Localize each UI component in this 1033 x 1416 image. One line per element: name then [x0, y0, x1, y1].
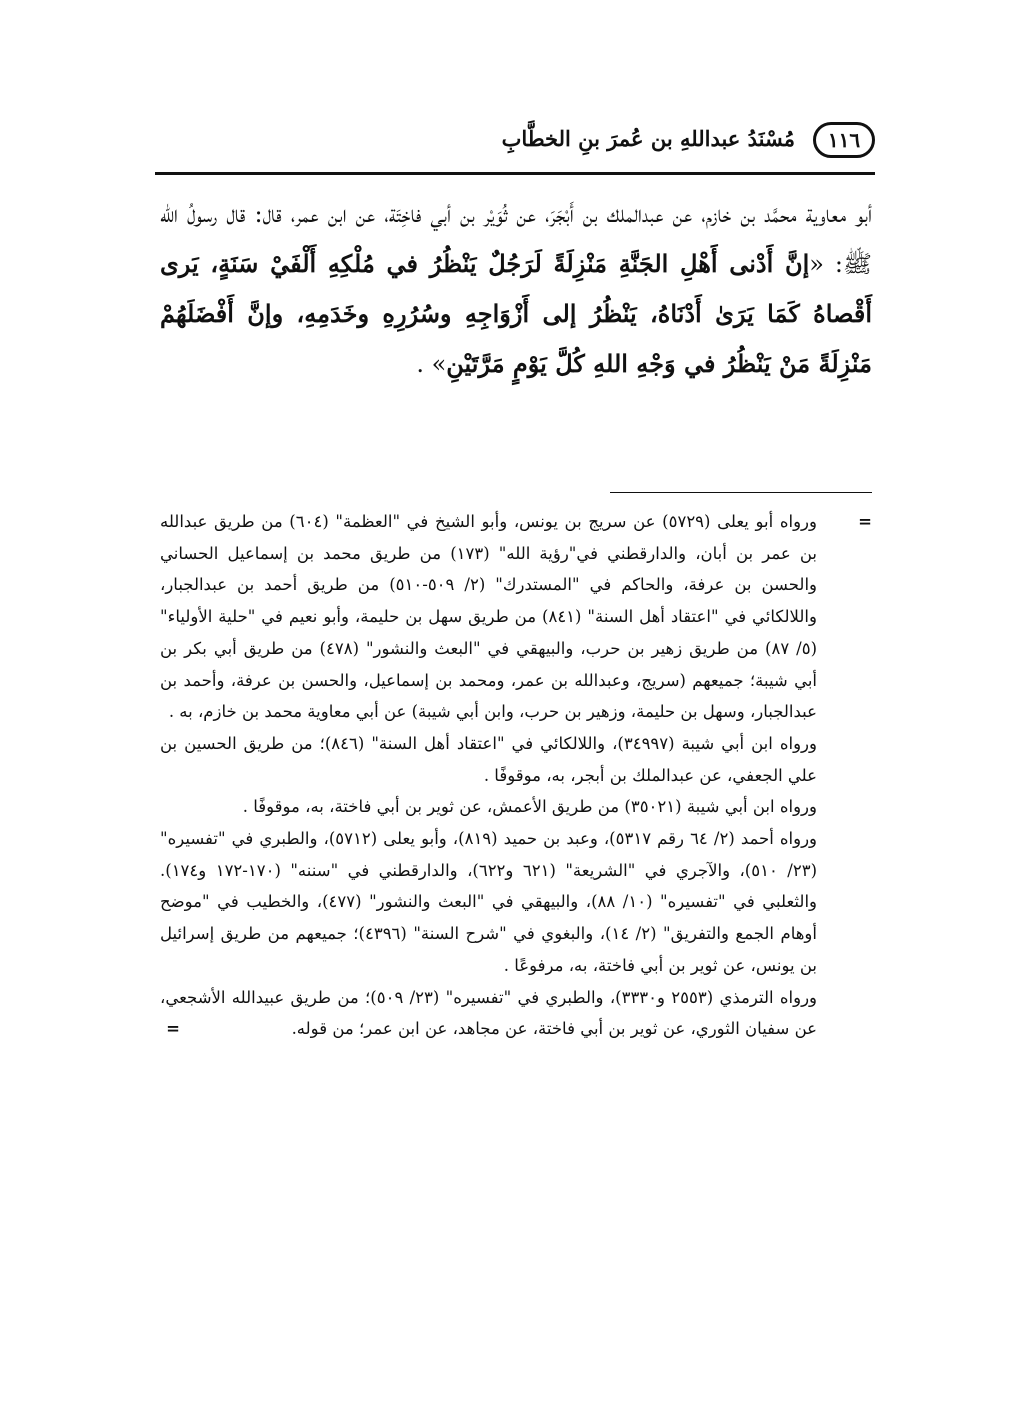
footnote-paragraph [160, 982, 872, 1045]
header-rule [155, 172, 875, 175]
footnote-text: ورواه ابن أبي شيبة (٣٥٠٢١) من طريق الأعمش، عن ثوير بن أبي فاختة، به، موقوفًا . [242, 797, 817, 817]
footnote-text: ورواه الترمذي (٢٥٥٣ و٣٣٣٠)، والطبري في "تفسيره" (٢٣/ ٥٠٩)؛ من طريق عبيدالله الأشجعي، عن سفيان الثوري، عن ثوير بن أبي فاختة، عن مجاهد، عن ابن عمر؛ من قوله. [160, 987, 818, 1039]
continues-mark: = [166, 1019, 180, 1039]
running-title: مُسْنَدُ عبداللهِ بن عُمرَ بنِ الخطَّابِ [501, 126, 795, 151]
footnote-text: ورواه ابن أبي شيبة (٣٤٩٩٧)، واللالكائي في "اعتقاد أهل السنة" (٨٤٦)؛ من طريق الحسين بن علي الجعفي، عن عبدالملك بن أبجر، به، موقوفًا . [160, 733, 817, 785]
continuation-mark: = [858, 512, 872, 531]
footnote-rule [610, 492, 872, 493]
page-header [155, 120, 875, 164]
hadith-text: إنَّ أَدْنى أَهْلِ الجَنَّةِ مَنْزِلَةً لَرَجُلٌ يَنْظُرُ في مُلْكِهِ أَلْفَيْ سَنَةٍ، يَرى أَقْصاهُ كَمَا يَرَىٰ أَدْنَاهُ، يَنْظُرُ إلى أَزْوَاجِهِ وسُرُرِهِ وخَدَمِهِ، وإنَّ أَفْضَلَهُمْ مَنْزِلَةً مَنْ يَنْظُرُ في وَجْهِ اللهِ كُلَّ يَوْمٍ مَرَّتَيْنِ [160, 249, 872, 378]
main-text [160, 190, 872, 389]
footnote-paragraph [160, 823, 872, 982]
footnote-text: ورواه أحمد (٢/ ٦٤ رقم ٥٣١٧)، وعبد بن حميد (٨١٩)، وأبو يعلى (٥٧١٢)، والطبري في "تفسيره" (٢٣/ ٥١٠)، والآجري في "الشريعة" (٦٢١ و٦٢٢)، والدارقطني في "سننه" (١٧٠-١٧٢ و١٧٤). والثعلبي في "تفسيره" (١٠/ ٨٨)، والبيهقي في "البعث والنشور" (٤٧٧)، والخطيب في "موضح أوهام الجمع والتفريق" (٢/ ١٤)، والبغوي في "شرح السنة" (٤٣٩٦)؛ جميعهم من طريق إسرائيل بن يونس، عن ثوير بن أبي فاختة، به، مرفوعًا . [160, 829, 818, 975]
narration-chain: أبو معاوية محمَّد بن خازم، عن عبدالملك بن أَبْجَرَ، عن ثُوَيْر بن أبي فاخِتَة، عن ابن عمر، قال: قال رسولُ الله ﷺ: « [160, 200, 873, 278]
footnotes [160, 506, 872, 1045]
footnote-paragraph [160, 728, 872, 791]
footnote-paragraph [160, 791, 872, 823]
footnote-paragraph [160, 506, 872, 728]
hadith-closing: » . [416, 350, 447, 378]
page-number: ١١٦ [813, 122, 875, 158]
footnote-text: ورواه أبو يعلى (٥٧٢٩) عن سريج بن يونس، وأبو الشيخ في "العظمة" (٦٠٤) من طريق عبدالله بن عمر بن أبان، والدارقطني في"رؤية الله" (١٧٣) من طريق محمد بن إسماعيل الحساني والحسن بن عرفة، والحاكم في "المستدرك" (٢/ ٥٠٩-٥١٠) من طريق أحمد بن عبدالجبار، واللالكائي في "اعتقاد أهل السنة" (٨٤١) من طريق سهل بن حليمة، وأبو نعيم في "حلية الأولياء" (٥/ ٨٧) من طريق زهير بن حرب، والبيهقي في "البعث والنشور" (٤٧٨) من طريق أبي بكر بن أبي شيبة؛ جميعهم (سريج، وعبدالله بن عمر، ومحمد بن إسماعيل، والحسن بن عرفة، وأحمد بن عبدالجبار، وسهل بن حليمة، وزهير بن حرب، وابن أبي شيبة) عن أبي معاوية محمد بن خازم، به . [160, 512, 818, 722]
